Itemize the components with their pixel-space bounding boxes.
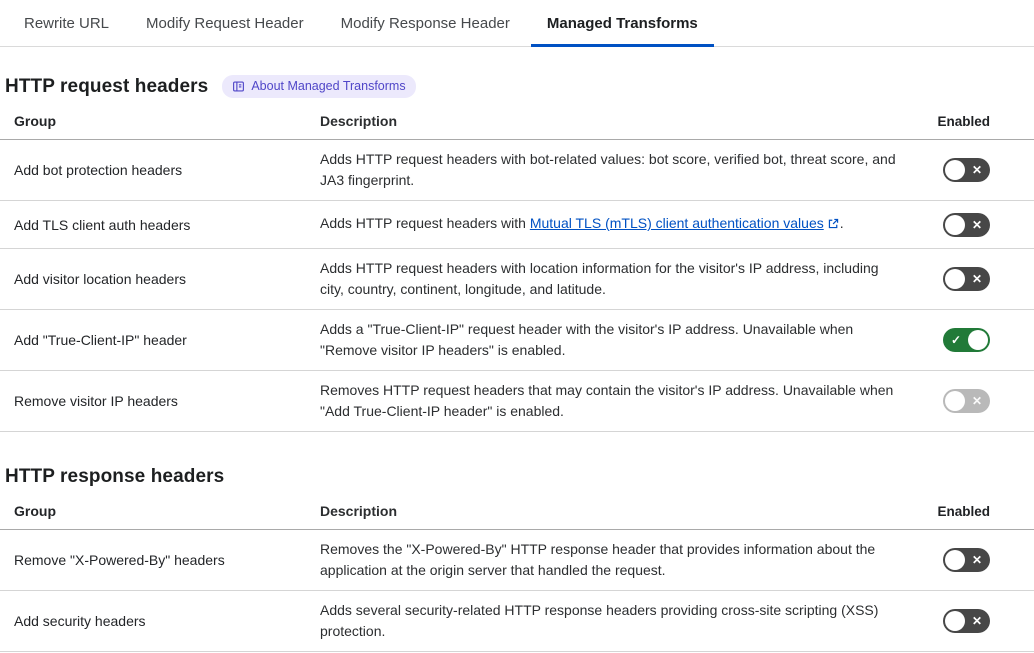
badge-label: About Managed Transforms	[251, 79, 406, 94]
row-description: Adds a "True-Client-IP" request header with the visitor's IP address. Unavailable when "Remove visitor IP headers" is enabled.	[320, 321, 854, 358]
toggle-knob	[945, 160, 965, 180]
column-header-enabled: Enabled	[937, 113, 990, 129]
toggle-add-security-headers[interactable]	[943, 609, 990, 633]
toggle-remove-x-powered-by-headers[interactable]	[943, 548, 990, 572]
tab-managed-transforms[interactable]: Managed Transforms	[531, 0, 714, 46]
mtls-docs-link[interactable]: Mutual TLS (mTLS) client authentication values	[529, 215, 824, 231]
tab-modify-response-header[interactable]: Modify Response Header	[325, 0, 526, 46]
column-header-description: Description	[320, 112, 398, 129]
row-group-label: Add bot protection headers	[14, 162, 183, 178]
response-headers-table	[0, 500, 1034, 652]
row-description: Adds HTTP request headers with bot-related values: bot score, verified bot, threat score, and JA3 fingerprint.	[320, 151, 896, 188]
toggle-add-visitor-location-headers[interactable]	[943, 267, 990, 291]
row-group-label: Add "True-Client-IP" header	[14, 332, 187, 348]
description-text: Adds HTTP request headers with	[320, 215, 530, 231]
request-section-title: HTTP request headers	[5, 75, 209, 97]
column-header-group: Group	[14, 113, 56, 129]
x-icon: ✕	[971, 614, 982, 628]
row-group-label: Add security headers	[14, 613, 146, 629]
x-icon: ✕	[971, 553, 982, 567]
x-icon: ✕	[971, 394, 982, 408]
table-row	[0, 249, 1034, 310]
toggle-add-true-client-ip-header[interactable]	[943, 328, 990, 352]
column-header-enabled: Enabled	[937, 503, 990, 519]
toggle-knob	[945, 550, 965, 570]
table-row	[0, 530, 1034, 591]
table-row	[0, 310, 1034, 371]
transform-rules-tabbar	[0, 0, 1034, 47]
table-header-row	[0, 500, 1034, 530]
table-header-row	[0, 110, 1034, 140]
response-section-title: HTTP response headers	[5, 466, 225, 487]
column-header-description: Description	[320, 502, 398, 519]
row-group-label: Add TLS client auth headers	[14, 216, 191, 233]
row-description	[320, 213, 916, 236]
row-description: Removes HTTP request headers that may contain the visitor's IP address. Unavailable when "Add True-Client-IP header" is enabled.	[320, 382, 894, 419]
tab-modify-request-header[interactable]: Modify Request Header	[130, 0, 320, 46]
row-group-label: Remove "X-Powered-By" headers	[14, 552, 225, 568]
row-group-label: Remove visitor IP headers	[14, 393, 178, 409]
toggle-knob	[945, 215, 965, 235]
x-icon: ✕	[971, 217, 982, 232]
about-managed-transforms-badge[interactable]	[222, 75, 415, 98]
row-description: Removes the "X-Powered-By" HTTP response header that provides information about the application at the origin server that handled the request.	[320, 541, 876, 578]
toggle-knob	[945, 391, 965, 411]
column-header-group: Group	[14, 503, 56, 519]
book-icon	[232, 80, 245, 93]
table-row	[0, 371, 1034, 432]
row-group-label: Add visitor location headers	[14, 271, 186, 287]
toggle-remove-visitor-ip-headers	[943, 389, 990, 413]
toggle-add-bot-protection-headers[interactable]	[943, 158, 990, 182]
row-description: Adds HTTP request headers with location information for the visitor's IP address, including city, country, continent, longitude, and latitude.	[320, 260, 879, 297]
table-row	[0, 140, 1034, 201]
table-row	[0, 591, 1034, 652]
toggle-knob	[968, 330, 988, 350]
row-description: Adds several security-related HTTP response headers providing cross-site scripting (XSS) protection.	[320, 602, 879, 639]
external-link-icon	[827, 215, 840, 236]
table-row	[0, 201, 1034, 249]
toggle-add-tls-client-auth-headers[interactable]	[943, 213, 990, 237]
request-headers-table	[0, 110, 1034, 432]
x-icon: ✕	[971, 163, 982, 177]
http-request-headers-section	[0, 75, 1034, 432]
toggle-knob	[945, 611, 965, 631]
toggle-knob	[945, 269, 965, 289]
http-response-headers-section	[0, 466, 1034, 652]
tab-rewrite-url[interactable]: Rewrite URL	[8, 0, 125, 46]
description-text: .	[839, 215, 844, 231]
x-icon: ✕	[971, 272, 982, 286]
check-icon: ✓	[951, 333, 962, 347]
